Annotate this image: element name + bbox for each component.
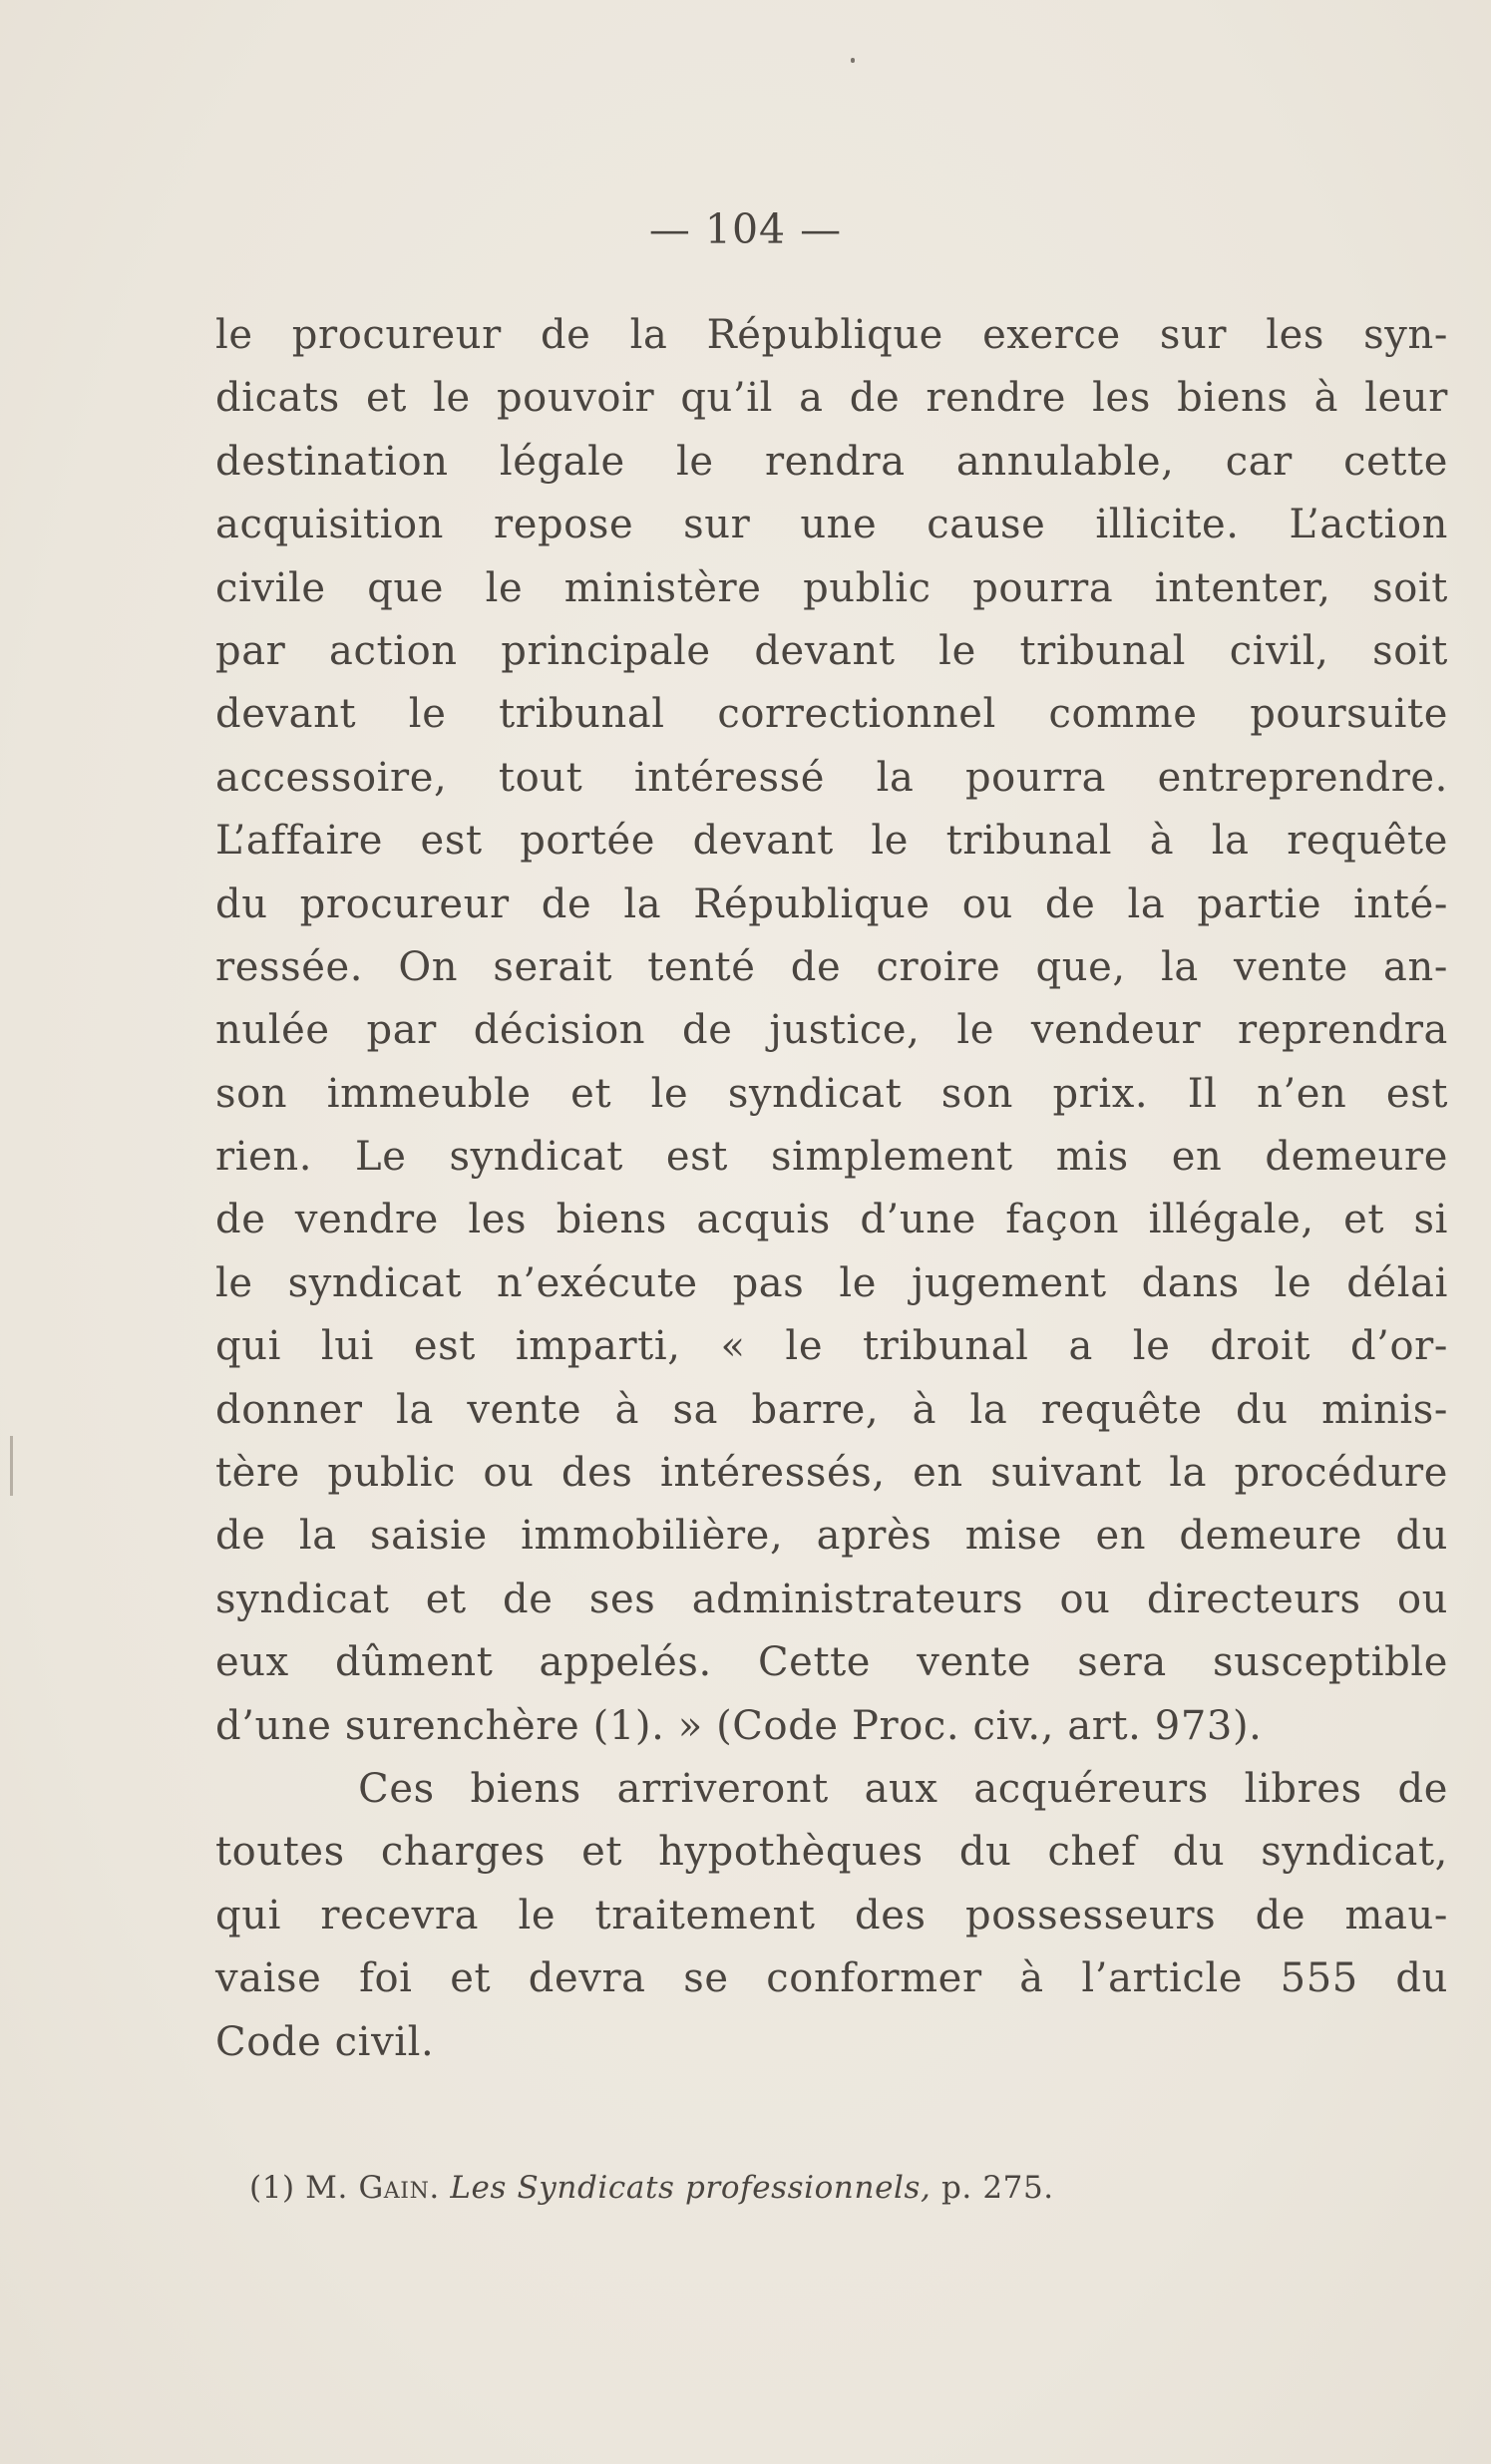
text-line: Ces biens arriveront aux acquéreurs libres de [215,1765,1448,1812]
text-line: vaise foi et devra se conformer à l’article 555 du [215,1955,1448,2002]
text-line: du procureur de la République ou de la partie inté- [215,880,1448,927]
ink-speck [851,58,855,63]
footnote-title: Les Syndicats professionnels, [450,2170,932,2206]
text-line: civile que le ministère public pourra intenter, soit [215,564,1448,611]
text-line: devant le tribunal correctionnel comme poursuite [215,691,1448,738]
text-line: toutes charges et hypothèques du chef du syndicat, [215,1829,1448,1876]
page-number: — 104 — [648,205,843,253]
text-line: destination légale le rendra annulable, car cette [215,438,1448,485]
footnote-page: p. 275. [940,2170,1054,2206]
text-line: tère public ou des intéressés, en suivant la procédure [215,1450,1448,1497]
text-line: le procureur de la République exerce sur les syn- [215,312,1448,358]
text-line: son immeuble et le syndicat son prix. Il n’en est [215,1070,1448,1117]
text-line: qui recevra le traitement des possesseurs de mau- [215,1892,1448,1938]
body-text [215,304,1448,2074]
text-line: par action principale devant le tribunal civil, soit [215,627,1448,674]
text-line: acquisition repose sur une cause illicite. L’action [215,502,1448,548]
text-line: rien. Le syndicat est simplement mis en demeure [215,1134,1448,1181]
page-edge-mark [10,1436,13,1496]
footnote-marker: (1) M. [249,2170,348,2206]
text-line: Code civil. [215,2018,435,2065]
footnote [249,2164,1054,2212]
text-line: de vendre les biens acquis d’une façon illégale, et si [215,1197,1448,1243]
text-line: dicats et le pouvoir qu’il a de rendre les biens à leur [215,375,1448,422]
text-line: ressée. On serait tenté de croire que, la vente an- [215,943,1448,990]
footnote-author: Gain. [358,2170,440,2206]
text-line: syndicat et de ses administrateurs ou directeurs ou [215,1576,1448,1622]
text-line: d’une surenchère (1). » (Code Proc. civ., art. 973). [215,1702,1263,1749]
text-line: donner la vente à sa barre, à la requête du minis- [215,1386,1448,1433]
text-line: L’affaire est portée devant le tribunal à la requête [215,818,1448,865]
text-line: nulée par décision de justice, le vendeur reprendra [215,1007,1448,1054]
text-line: accessoire, tout intéressé la pourra entreprendre. [215,754,1448,801]
text-line: eux dûment appelés. Cette vente sera susceptible [215,1639,1448,1686]
text-line: de la saisie immobilière, après mise en demeure du [215,1513,1448,1560]
text-line: qui lui est imparti, « le tribunal a le droit d’or- [215,1323,1448,1370]
text-line: le syndicat n’exécute pas le jugement dans le délai [215,1259,1448,1306]
